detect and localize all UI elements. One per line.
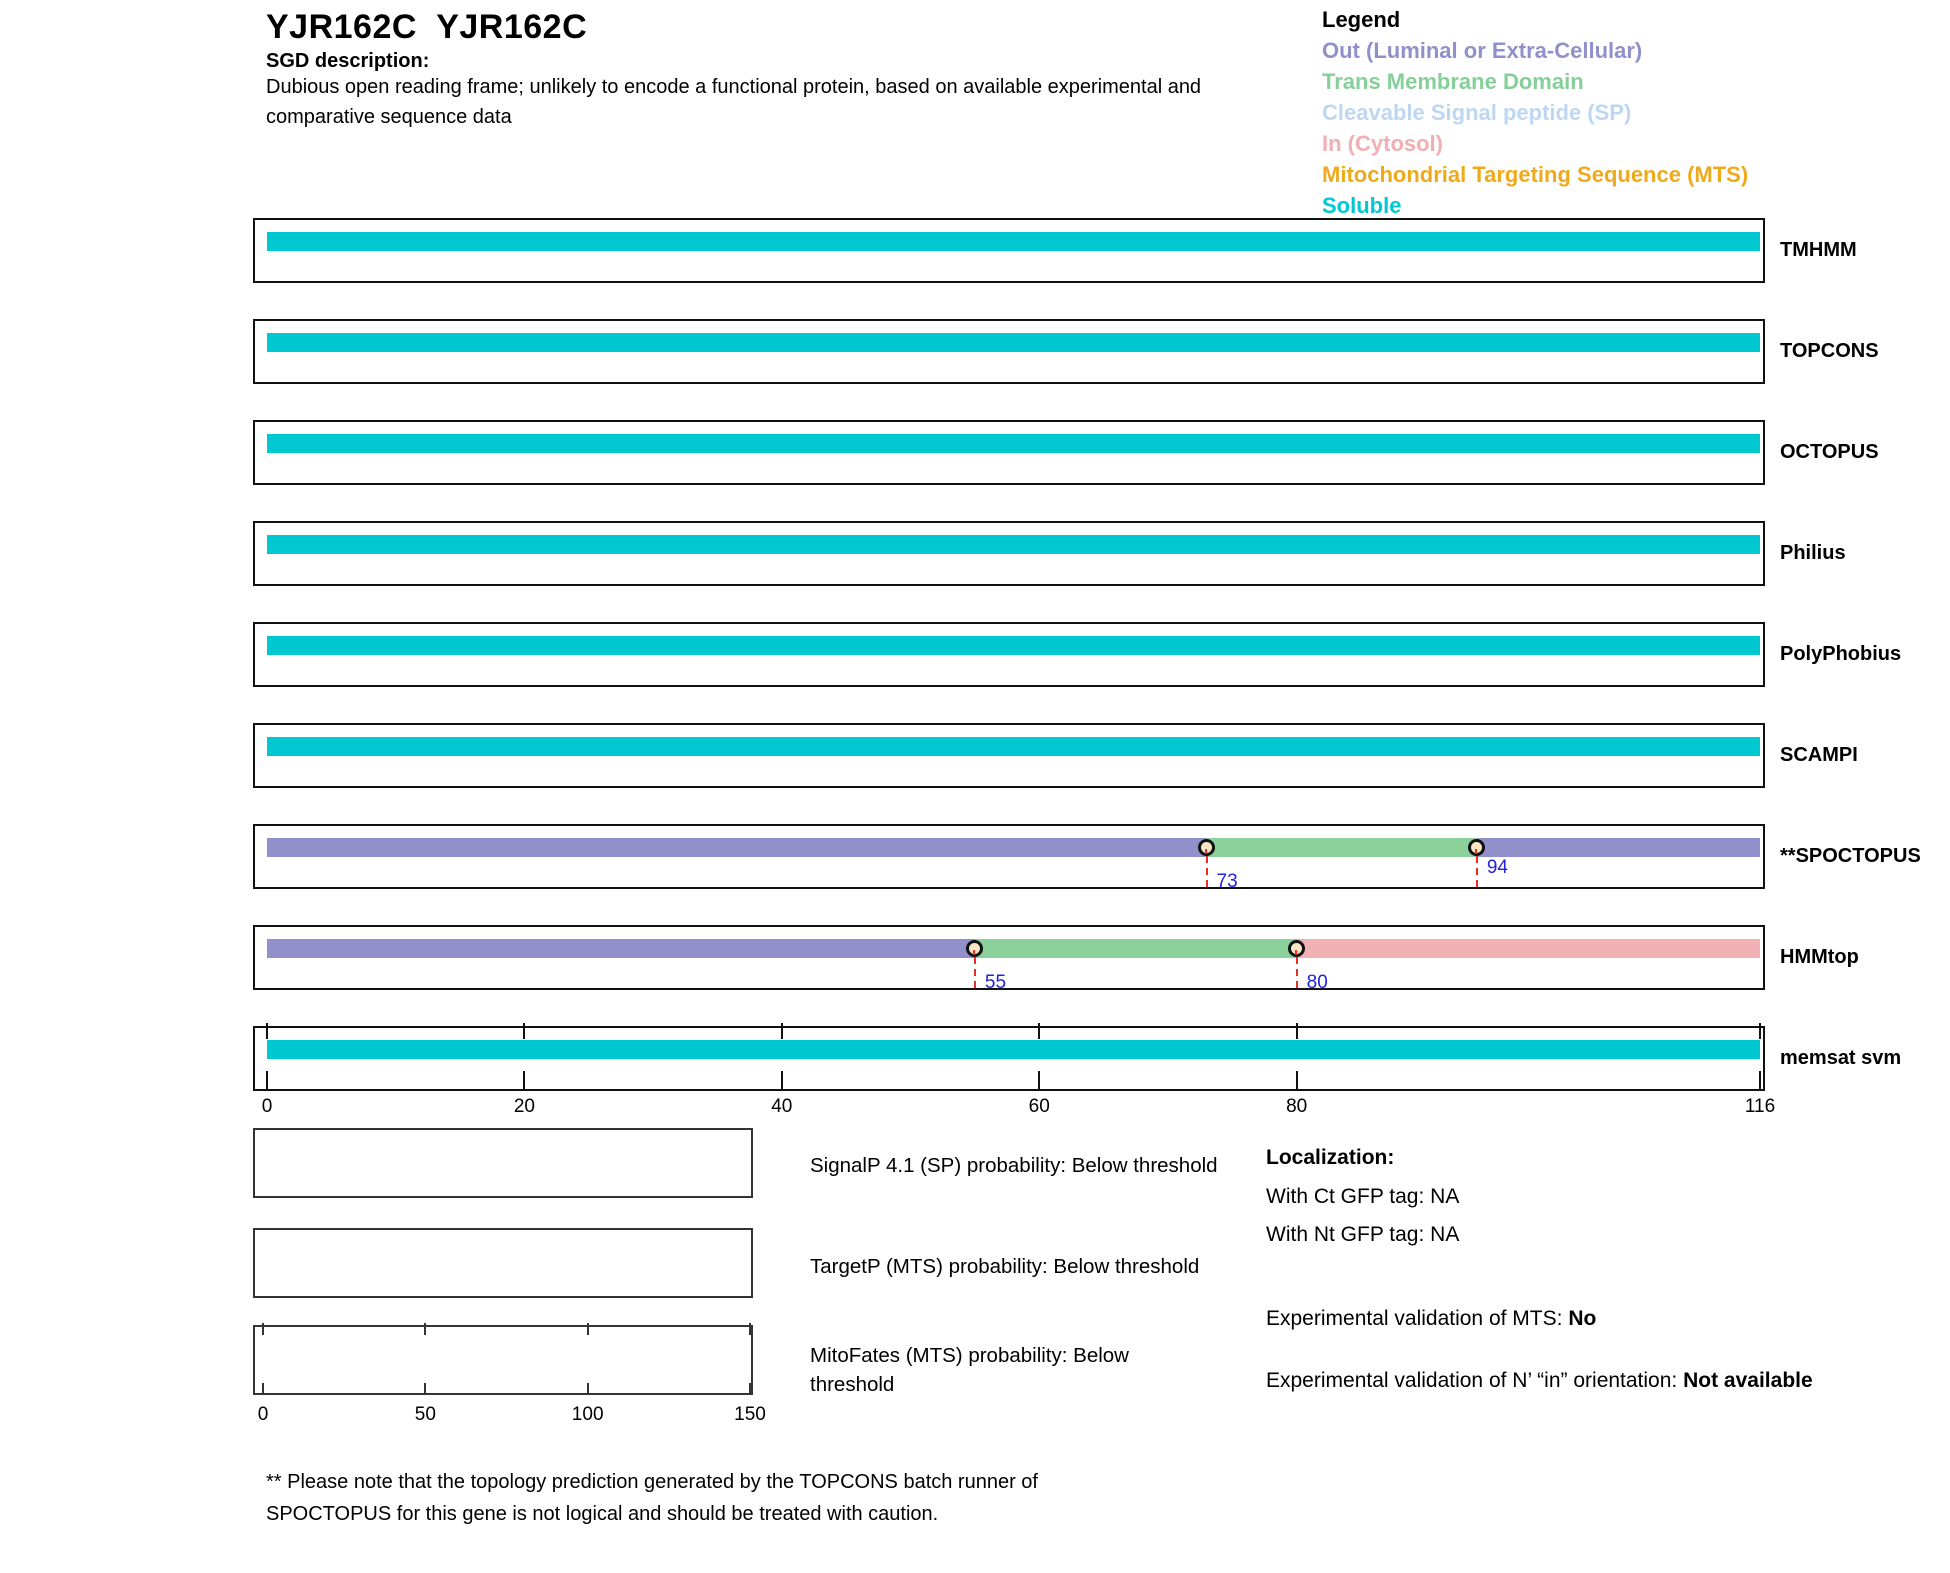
track-label-3: OCTOPUS: [1780, 441, 1879, 463]
track-label-8: HMMtop: [1780, 946, 1859, 968]
axis-tick-label: 80: [1286, 1096, 1308, 1117]
prob-axis-tick: [749, 1323, 751, 1335]
marker-dashline: [1296, 957, 1298, 988]
marker-value-label: 55: [984, 972, 1007, 993]
mts-validation-value: No: [1568, 1307, 1597, 1330]
track-label-9: memsat svm: [1780, 1047, 1902, 1069]
axis-tick: [1296, 1023, 1298, 1039]
orientation-validation-value: Not available: [1683, 1369, 1813, 1392]
axis-tick: [266, 1071, 268, 1091]
localization-title: Localization:: [1266, 1146, 1395, 1169]
prob-axis-tick: [262, 1383, 264, 1395]
track-box-7: [253, 824, 1765, 892]
orientation-validation-line: [1266, 1364, 1826, 1398]
track-label-1: TMHMM: [1780, 239, 1857, 261]
probability-plot-label: SignalP 4.1 (SP) probability: Below threshold: [810, 1154, 1218, 1177]
axis-tick-label: 116: [1744, 1096, 1776, 1117]
legend-item-soluble: Soluble: [1322, 193, 1402, 218]
ct-gfp-line: With Ct GFP tag: NA: [1266, 1185, 1460, 1208]
mts-validation-line: [1266, 1307, 1596, 1331]
mts-validation-label: Experimental validation of MTS:: [1266, 1307, 1563, 1330]
legend-item-tm: Trans Membrane Domain: [1322, 69, 1584, 94]
prob-axis-tick-label: 150: [734, 1404, 766, 1425]
prob-axis-tick: [262, 1323, 264, 1335]
axis-tick-label: 40: [771, 1096, 793, 1117]
footnote: ** Please note that the topology prediction generated by the TOPCONS batch runner of SPOCTOPUS for this gene is not logical and should be treated with caution.: [266, 1471, 1038, 1525]
track-label-6: SCAMPI: [1780, 744, 1858, 766]
axis-tick: [781, 1071, 783, 1091]
axis-tick: [1038, 1071, 1040, 1091]
probability-plot-3: [253, 1325, 753, 1395]
marker-dash-icon: [973, 950, 975, 955]
marker-dash-icon: [1295, 950, 1297, 955]
marker-value-label: 80: [1306, 972, 1328, 993]
track-bar-segment: [267, 939, 975, 958]
track-bar-segment: [1207, 838, 1477, 857]
track-bar-segment: [267, 232, 1760, 251]
marker-value-label: 73: [1216, 871, 1238, 892]
track-bar-segment: [267, 333, 1760, 352]
track-box-4: [253, 521, 1765, 586]
track-bar-segment: [267, 1040, 1760, 1059]
track-bar-segment: [267, 636, 1760, 655]
axis-tick: [266, 1023, 268, 1039]
track-box-9: [253, 1026, 1765, 1091]
probability-plot-label: MitoFates (MTS) probability: Below threshold: [810, 1344, 1129, 1396]
marker-dashline: [974, 957, 976, 988]
axis-tick-label: 60: [1028, 1096, 1050, 1117]
legend-item-out: Out (Luminal or Extra-Cellular): [1322, 38, 1643, 63]
axis-tick-label: 0: [261, 1096, 273, 1117]
track-label-4: Philius: [1780, 542, 1846, 564]
axis-tick: [1296, 1071, 1298, 1091]
marker-dash-icon: [1205, 849, 1207, 854]
prob-axis-tick: [587, 1383, 589, 1395]
sgd-description-text: Dubious open reading frame; unlikely to encode a functional protein, based on available experimental and comparative sequence data: [266, 76, 1202, 128]
prob-axis-tick: [749, 1383, 751, 1395]
track-label-5: PolyPhobius: [1780, 643, 1902, 665]
legend-item-sp: Cleavable Signal peptide (SP): [1322, 100, 1632, 125]
track-label-2: TOPCONS: [1780, 340, 1879, 362]
axis-tick: [1038, 1023, 1040, 1039]
track-box-2: [253, 319, 1765, 384]
track-bar-segment: [1477, 838, 1760, 857]
track-bar-segment: [267, 434, 1760, 453]
prob-axis-tick: [587, 1323, 589, 1335]
marker-circle: [1288, 940, 1305, 957]
track-bar-segment: [267, 737, 1760, 756]
legend-item-in: In (Cytosol): [1322, 131, 1443, 156]
prob-axis-tick-label: 50: [414, 1404, 436, 1425]
legend: [1322, 4, 1748, 221]
axis-tick: [523, 1071, 525, 1091]
axis-tick: [523, 1023, 525, 1039]
axis-tick: [1759, 1023, 1761, 1039]
marker-dashline: [1476, 856, 1478, 887]
axis-tick-label: 20: [513, 1096, 535, 1117]
probability-plot-label: TargetP (MTS) probability: Below threshold: [810, 1255, 1200, 1278]
marker-dash-icon: [1475, 849, 1477, 854]
track-box-6: [253, 723, 1765, 788]
prob-axis-tick: [424, 1323, 426, 1335]
legend-item-mts: Mitochondrial Targeting Sequence (MTS): [1322, 162, 1749, 187]
track-bar-segment: [1297, 939, 1760, 958]
prob-axis-tick: [424, 1383, 426, 1395]
orientation-validation-label: Experimental validation of N’ “in” orientation:: [1266, 1369, 1678, 1392]
track-bar-segment: [975, 939, 1297, 958]
page-title: YJR162C YJR162C: [266, 8, 588, 46]
track-box-3: [253, 420, 1765, 485]
axis-tick: [781, 1023, 783, 1039]
track-box-1: [253, 218, 1765, 283]
track-label-7: **SPOCTOPUS: [1780, 845, 1921, 867]
axis-tick: [1759, 1071, 1761, 1091]
probability-plot-1: [253, 1128, 753, 1198]
nt-gfp-line: With Nt GFP tag: NA: [1266, 1223, 1460, 1246]
marker-value-label: 94: [1486, 857, 1508, 878]
track-bar-segment: [267, 535, 1760, 554]
probability-plot-2: [253, 1228, 753, 1298]
track-box-8: [253, 925, 1765, 993]
marker-circle: [1198, 839, 1215, 856]
track-box-5: [253, 622, 1765, 687]
track-bar-segment: [267, 838, 1207, 857]
sgd-description-label: SGD description:: [266, 50, 430, 72]
prob-axis-tick-label: 100: [571, 1404, 604, 1425]
prob-axis-tick-label: 0: [257, 1404, 269, 1425]
legend-title: Legend: [1322, 7, 1401, 32]
marker-dashline: [1206, 856, 1208, 887]
